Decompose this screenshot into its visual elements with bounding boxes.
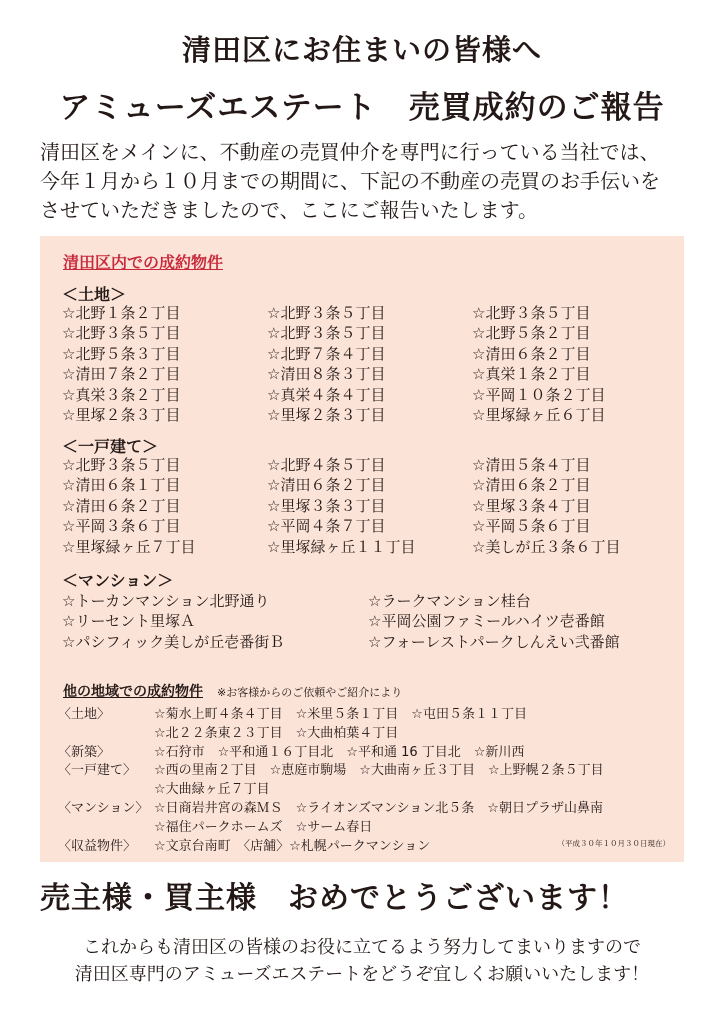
land-item: ☆北野７条４丁目 — [267, 344, 386, 363]
land-item: ☆北野３条５丁目 — [472, 304, 591, 322]
house-item: ☆里塚３条３丁目 — [267, 496, 386, 515]
land-item: ☆北野５条３丁目 — [62, 344, 181, 363]
land-item: ☆真栄３条２丁目 — [62, 385, 181, 404]
land-item: ☆真栄４条４丁目 — [267, 385, 386, 404]
other-area-row-value: ☆石狩市 ☆平和通１６丁目北 ☆平和通 16 丁目北 ☆新川西 — [154, 744, 525, 760]
other-area-heading: 他の地域での成約物件 — [63, 684, 203, 700]
land-item: ☆真栄１条２丁目 — [472, 365, 591, 384]
house-item: ☆北野４条５丁目 — [267, 456, 386, 474]
mansion-item: ☆平岡公園ファミールハイツ壱番館 — [368, 612, 605, 631]
other-area-row-label — [58, 819, 154, 838]
other-area-row — [58, 781, 684, 800]
land-item: ☆北野３条５丁目 — [62, 324, 181, 343]
land-item: ☆清田６条２丁目 — [472, 344, 591, 363]
land-item: ☆里塚緑ヶ丘６丁目 — [472, 406, 606, 425]
land-item: ☆北野３条５丁目 — [267, 324, 386, 343]
house-item: ☆清田６条２丁目 — [62, 496, 181, 515]
intro-line: 今年１月から１０月までの期間に、下記の不動産の売買のお手伝いを — [40, 169, 660, 193]
other-area-row-value: ☆福住パークホームズ ☆サーム春日 — [154, 819, 373, 835]
land-item: ☆清田７条２丁目 — [62, 365, 181, 384]
other-area-row-label: 〈収益物件〉 — [58, 838, 137, 854]
report-title: アミューズエステート 売買成約のご報告 — [59, 90, 665, 126]
house-item: ☆清田６条２丁目 — [472, 476, 591, 495]
house-item: ☆清田６条２丁目 — [267, 476, 386, 495]
house-list — [62, 455, 682, 557]
house-item: ☆清田５条４丁目 — [472, 456, 591, 474]
page-title: 清田区にお住まいの皆様へ — [181, 33, 542, 67]
land-item: ☆里塚２条３丁目 — [267, 406, 386, 425]
other-area-row-label: 〈土地〉 — [58, 707, 111, 722]
other-area-row-value: ☆大曲緑ヶ丘７丁目 — [154, 782, 270, 798]
as-of-date-note: （平成３０年１０月３０日現在） — [557, 839, 670, 848]
mansion-item: ☆リーセント里塚Ａ — [62, 612, 196, 631]
other-area-row-label — [58, 725, 154, 744]
mansion-category-label: ＜マンション＞ — [62, 571, 174, 590]
land-item: ☆北野５条２丁目 — [472, 324, 591, 343]
congratulations-heading: 売主様・買主様 おめでとうございます！ — [40, 881, 629, 916]
other-area-row-value: ☆西の里南２丁目 ☆恵庭市駒場 ☆大曲南ヶ丘３丁目 ☆上野幌２条５丁目 — [154, 763, 604, 779]
house-item: ☆里塚緑ヶ丘７丁目 — [62, 537, 196, 556]
other-area-note: ※お客様からのご依頼やご紹介により — [217, 686, 403, 699]
other-area-row-label: 〈マンション〉 — [58, 800, 149, 816]
land-item: ☆清田８条３丁目 — [267, 365, 386, 384]
house-item: ☆里塚緑ヶ丘１１丁目 — [267, 537, 416, 556]
house-item: ☆美しが丘３条６丁目 — [472, 537, 621, 556]
other-area-list — [58, 706, 684, 856]
intro-paragraph — [40, 138, 700, 225]
other-area-row — [58, 744, 684, 763]
closing-line: これからも清田区の皆様のお役に立てるよう努力してまいりますので — [83, 937, 641, 958]
house-item: ☆平岡５条６丁目 — [472, 517, 591, 536]
other-area-row — [58, 706, 684, 725]
intro-line: させていただきましたので、ここにご報告いたします。 — [40, 198, 538, 222]
other-area-row-label — [58, 781, 154, 800]
mansion-item: ☆トーカンマンション北野通り — [62, 592, 270, 610]
land-list — [62, 303, 682, 425]
house-item: ☆平岡４条７丁目 — [267, 517, 386, 536]
other-area-row — [58, 762, 684, 781]
other-area-row-label: 〈一戸建て〉 — [58, 763, 137, 779]
closing-message — [0, 934, 724, 988]
other-area-row — [58, 800, 684, 819]
house-item: ☆北野３条５丁目 — [62, 456, 181, 474]
other-area-row-value: ☆北２２条東２３丁目 ☆大曲柏葉４丁目 — [154, 725, 399, 741]
other-area-row-value: ☆日商岩井宮の森ＭＳ ☆ライオンズマンション北５条 ☆朝日プラザ山鼻南 — [154, 800, 603, 816]
other-area-row — [58, 725, 684, 744]
land-item: ☆平岡１０条２丁目 — [472, 385, 606, 404]
listings-panel — [40, 236, 684, 862]
land-category-label: ＜土地＞ — [62, 285, 127, 304]
intro-line: 清田区をメインに、不動産の売買仲介を専門に行っている当社では、 — [40, 140, 660, 164]
house-item: ☆里塚３条４丁目 — [472, 496, 591, 515]
mansion-item: ☆パシフィック美しが丘壱番街Ｂ — [62, 632, 285, 651]
house-category-label: ＜一戸建て＞ — [62, 437, 159, 456]
house-item: ☆清田６条１丁目 — [62, 476, 181, 495]
land-item: ☆北野３条５丁目 — [267, 304, 386, 322]
mansion-item: ☆ラークマンション桂台 — [368, 592, 531, 610]
mansion-list — [62, 591, 682, 652]
other-area-row — [58, 819, 684, 838]
other-area-row-label: 〈新築〉 — [58, 744, 111, 760]
kiyota-listings-heading: 清田区内での成約物件 — [63, 253, 224, 272]
house-item: ☆平岡３条６丁目 — [62, 517, 181, 536]
other-area-heading-row — [63, 681, 402, 701]
land-item: ☆北野１条２丁目 — [62, 304, 181, 322]
mansion-item: ☆フォーレストパークしんえい弐番館 — [368, 632, 620, 651]
other-area-row-value: ☆文京台南町 〈店舗〉☆札幌パークマンション — [154, 838, 431, 854]
land-item: ☆里塚２条３丁目 — [62, 406, 181, 425]
other-area-row-value: ☆菊水上町４条４丁目 ☆米里５条１丁目 ☆屯田５条１１丁目 — [154, 707, 527, 722]
closing-line: 清田区専門のアミューズエステートをどうぞ宜しくお願いいたします！ — [74, 964, 650, 985]
